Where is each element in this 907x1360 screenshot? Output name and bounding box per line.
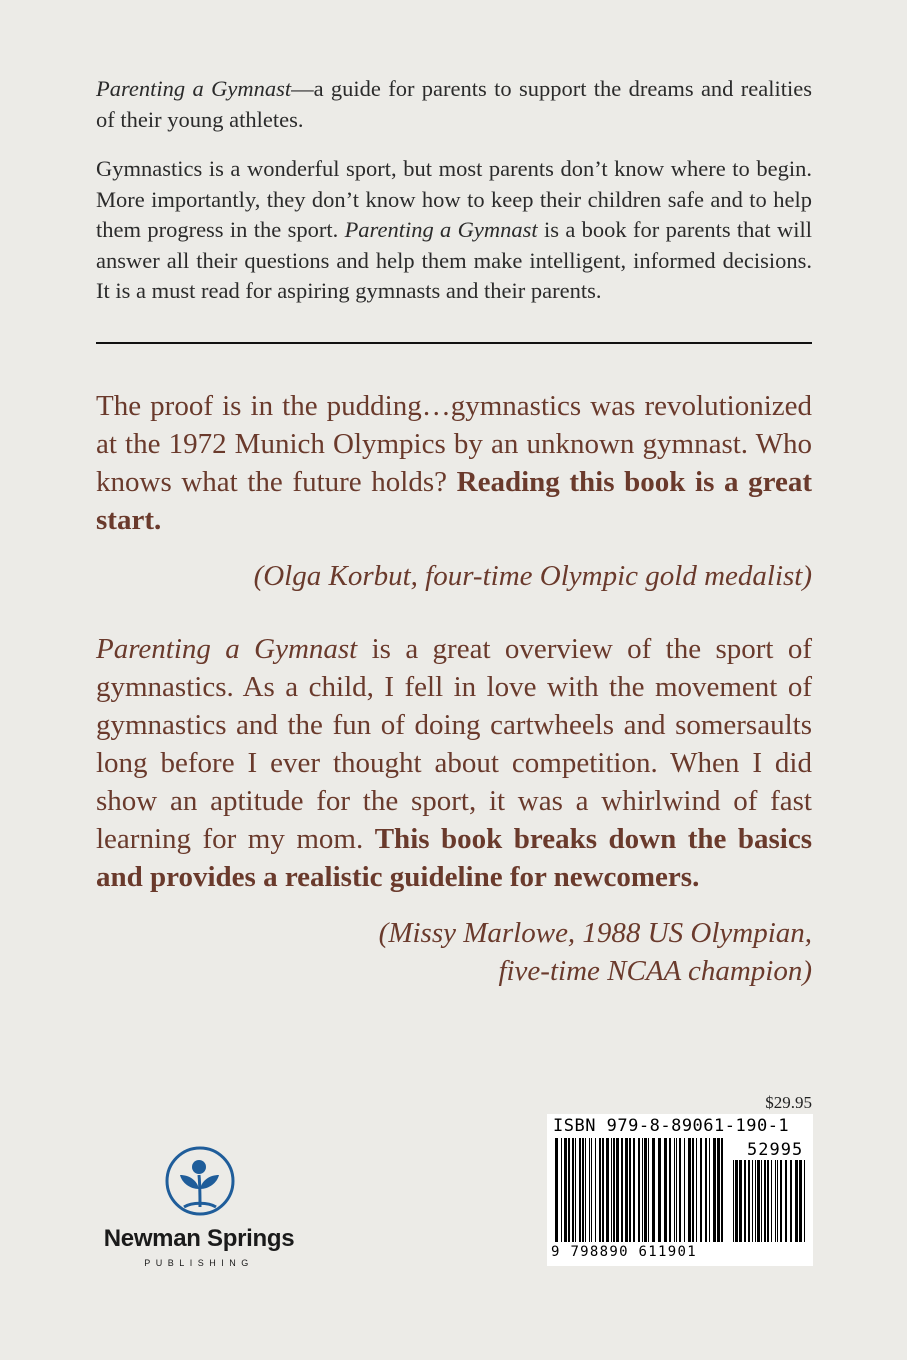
barcode-bar xyxy=(790,1160,792,1242)
barcode-bar xyxy=(684,1138,685,1242)
intro-paragraph-2 xyxy=(96,154,812,307)
price-label: $29.95 xyxy=(765,1093,812,1112)
barcode-bar xyxy=(602,1138,604,1242)
barcode-bar xyxy=(589,1138,590,1242)
quote-highlight: This book breaks down the basics and provides a realistic guideline for newcomers. xyxy=(96,823,812,893)
barcode-bar xyxy=(564,1138,567,1242)
barcode-bar xyxy=(795,1160,798,1242)
attribution-marlowe xyxy=(379,914,812,990)
attribution-line: five-time NCAA champion) xyxy=(498,955,812,987)
testimonial-korbut xyxy=(96,387,812,539)
barcode-bar xyxy=(767,1160,769,1242)
barcode-bar xyxy=(755,1160,756,1242)
publisher-name: Newman Springs xyxy=(103,1225,295,1252)
attribution-korbut: (Olga Korbut, four-time Olympic gold medalist) xyxy=(253,560,812,592)
barcode-bar xyxy=(579,1138,581,1242)
barcode-bar xyxy=(721,1138,723,1242)
barcode-bar xyxy=(611,1138,612,1242)
book-title: Parenting a Gymnast xyxy=(96,76,292,101)
barcode-bar xyxy=(739,1160,742,1242)
barcode-bar xyxy=(735,1160,738,1242)
barcode-bar xyxy=(688,1138,691,1242)
barcode-bar xyxy=(572,1138,574,1242)
barcode-bar xyxy=(585,1138,586,1242)
intro-paragraph-1 xyxy=(96,74,812,135)
barcode-bar xyxy=(748,1160,750,1242)
barcode-bar xyxy=(629,1138,631,1242)
barcode-bar xyxy=(709,1138,710,1242)
barcode-bar xyxy=(713,1138,716,1242)
barcode-bar xyxy=(775,1160,776,1242)
barcode-bar xyxy=(606,1138,609,1242)
barcode-bar xyxy=(764,1160,766,1242)
barcode-bar xyxy=(642,1138,643,1242)
barcode-bar xyxy=(568,1138,570,1242)
barcode-bar xyxy=(664,1138,667,1242)
barcode-bar xyxy=(669,1138,671,1242)
barcode-bar xyxy=(733,1160,734,1242)
barcode-bar xyxy=(676,1138,677,1242)
ean-digits: 9 798890 611901 xyxy=(551,1244,697,1260)
barcode-bar xyxy=(744,1160,746,1242)
barcode-bar xyxy=(761,1160,762,1242)
quote-text: The proof is in the pudding…gymnastics was revolutionized at the 1972 Munich Olympics by an unknown gymnast. Who knows what the future holds? xyxy=(96,390,812,498)
isbn-label: ISBN 979-8-89061-190-1 xyxy=(553,1116,790,1136)
barcode-bar xyxy=(582,1138,584,1242)
barcode-bar xyxy=(785,1160,787,1242)
barcode-bar xyxy=(616,1138,619,1242)
barcode-bar xyxy=(591,1138,592,1242)
book-title: Parenting a Gymnast xyxy=(344,217,538,242)
barcode-bar xyxy=(633,1138,635,1242)
barcode-bar xyxy=(700,1138,702,1242)
barcode-bar xyxy=(696,1138,697,1242)
book-title: Parenting a Gymnast xyxy=(96,633,358,665)
barcode-bar xyxy=(625,1138,628,1242)
barcode-bar xyxy=(804,1160,805,1242)
intro-text: —a guide for parents to support the dreams and realities of their young athletes. xyxy=(96,76,812,132)
barcode-bar xyxy=(555,1138,558,1242)
barcode-bar xyxy=(771,1160,772,1242)
intro-text: Gymnastics is a wonderful sport, but most parents don’t know where to begin. More importantly, they don’t know how to keep their children safe and to help them progress in the sport. xyxy=(96,156,812,242)
barcode-bar xyxy=(658,1138,661,1242)
isbn-barcode xyxy=(547,1114,813,1266)
attribution-line: (Missy Marlowe, 1988 US Olympian, xyxy=(378,917,812,949)
barcode-bar xyxy=(613,1138,615,1242)
barcode-bar xyxy=(780,1160,782,1242)
barcode-bar xyxy=(674,1138,675,1242)
quote-text: is a great overview of the sport of gymnastics. As a child, I fell in love with the movement of gymnastics and the fun of doing cartwheels and somersaults long before I ever thought about competition. When I did show an aptitude for the sport, it was a whirlwind of fast learning for my mom. xyxy=(96,633,812,855)
barcode-bar xyxy=(652,1138,655,1242)
barcode-bar xyxy=(777,1160,778,1242)
barcode-bar xyxy=(799,1160,802,1242)
barcode-bar xyxy=(679,1138,681,1242)
intro-text: is a book for parents that will answer all their questions and help them make intelligent, informed decisions. It is a must read for aspiring gymnasts and their parents. xyxy=(96,217,812,303)
barcode-bar xyxy=(599,1138,601,1242)
barcode-bar xyxy=(575,1138,576,1242)
divider-line xyxy=(96,342,812,344)
barcode-bar xyxy=(692,1138,694,1242)
barcode-bar xyxy=(595,1138,596,1242)
testimonial-marlowe xyxy=(96,630,812,896)
barcode-bar xyxy=(648,1138,649,1242)
barcode-bar xyxy=(621,1138,623,1242)
quote-highlight: Reading this book is a great start. xyxy=(96,466,812,536)
price-code: 52995 xyxy=(747,1140,804,1160)
barcode-bar xyxy=(717,1138,720,1242)
publisher-logo xyxy=(94,1140,304,1275)
barcode-bar xyxy=(644,1138,647,1242)
barcode-bar xyxy=(705,1138,707,1242)
barcode-bar xyxy=(638,1138,640,1242)
publisher-subtitle: PUBLISHING xyxy=(144,1258,254,1268)
barcode-bar xyxy=(757,1160,760,1242)
barcode-bar xyxy=(561,1138,562,1242)
sprout-logo-icon xyxy=(164,1145,236,1217)
barcode-bar xyxy=(752,1160,753,1242)
